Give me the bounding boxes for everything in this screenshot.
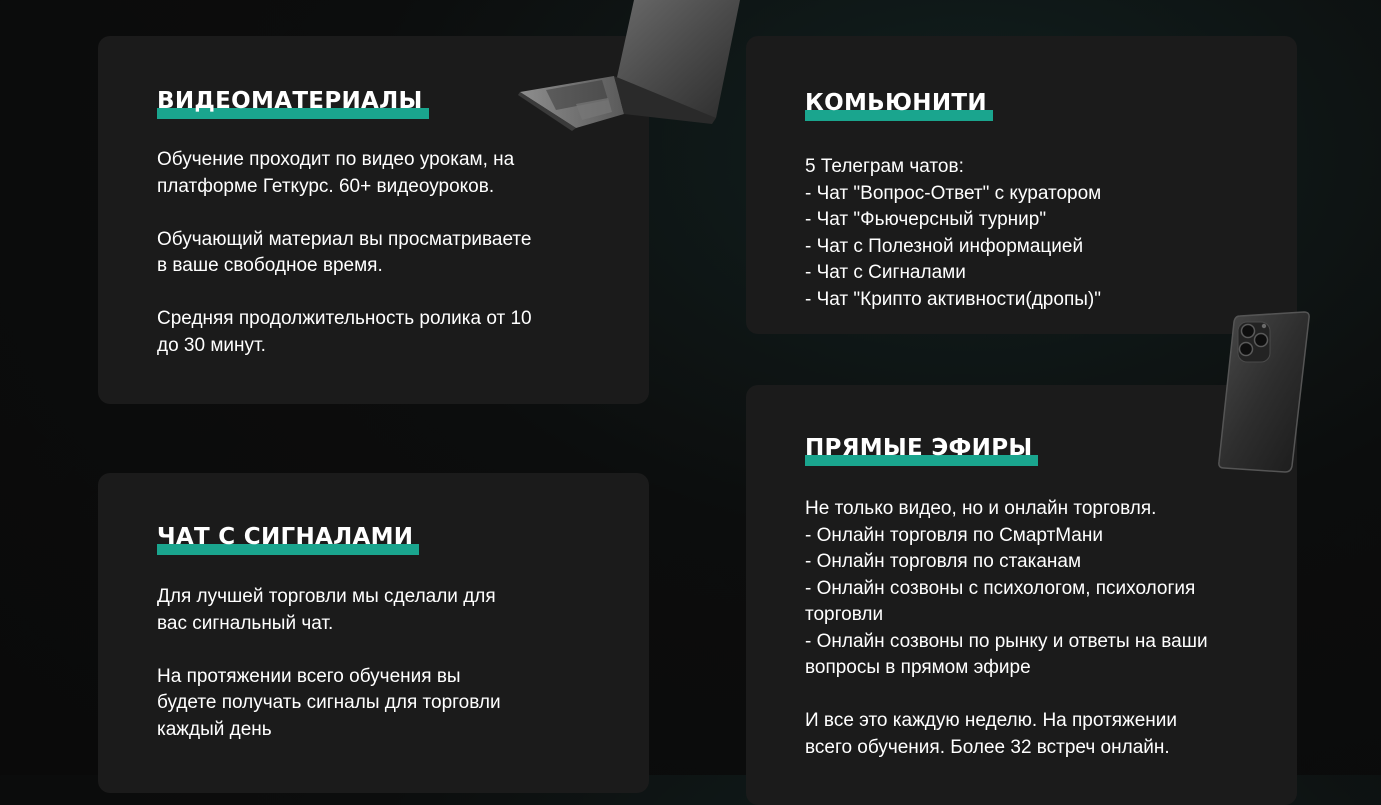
text-line: каждый день [157,718,272,740]
text-line: вопросы в прямом эфире [805,657,1031,678]
text-line: - Чат с Сигналами [805,262,966,283]
text-line: до 30 минут. [157,334,266,356]
text-line: - Онлайн торговля по стаканам [805,551,1082,572]
text-line: будете получать сигналы для торговли [157,692,501,713]
card-title-signals-chat: ЧАТ С СИГНАЛАМИ [157,524,414,550]
text-line: Обучающий материал вы просматриваете [157,228,532,250]
text-line: - Онлайн созвоны с психологом, психология [805,577,1196,599]
paragraph [157,227,532,280]
text-line: - Чат с Полезной информацией [805,235,1084,257]
text-line: Не только видео, но и онлайн торговля. [805,498,1157,519]
smartphone-image-icon [1212,308,1312,478]
text-line: платформе Геткурс. 60+ видеоуроков. [157,175,495,197]
text-line: 5 Телеграм чатов: [805,156,964,177]
paragraph [157,584,501,637]
card-signals-chat [98,473,649,793]
laptop-image-icon [516,0,746,132]
paragraph [157,664,501,744]
card-community [746,36,1297,334]
text-line: всего обучения. Более 32 встреч онлайн. [805,736,1170,758]
paragraph [157,306,532,359]
text-line: - Чат "Фьючерсный турнир" [805,209,1047,230]
card-text-live-streams [805,496,1208,761]
card-title-community: КОМЬЮНИТИ [805,90,987,116]
card-title-video-materials: ВИДЕОМАТЕРИАЛЫ [157,88,423,114]
text-line: - Онлайн торговля по СмартМани [805,524,1103,546]
text-line: в ваше свободное время. [157,255,383,276]
paragraph [805,708,1208,761]
text-line: - Онлайн созвоны по рынку и ответы на ваши [805,630,1208,652]
paragraph [157,147,532,200]
text-line: - Чат "Вопрос-Ответ" с куратором [805,182,1102,204]
text-line: Обучение проходит по видео урокам, на [157,149,515,170]
text-line: Для лучшей торговли мы сделали для [157,586,496,607]
text-line: На протяжении всего обучения вы [157,665,461,687]
text-line: Средняя продолжительность ролика от 10 [157,308,532,329]
text-line: торговли [805,604,884,625]
text-line: - Чат "Крипто активности(дропы)" [805,288,1101,310]
card-text-video-materials [157,147,532,359]
text-line: И все это каждую неделю. На протяжении [805,710,1178,731]
text-line: вас сигнальный чат. [157,612,334,634]
card-text-community [805,154,1101,313]
paragraph [805,496,1208,682]
card-text-signals-chat [157,584,501,743]
card-title-live-streams: ПРЯМЫЕ ЭФИРЫ [805,435,1033,461]
paragraph [805,154,1101,313]
